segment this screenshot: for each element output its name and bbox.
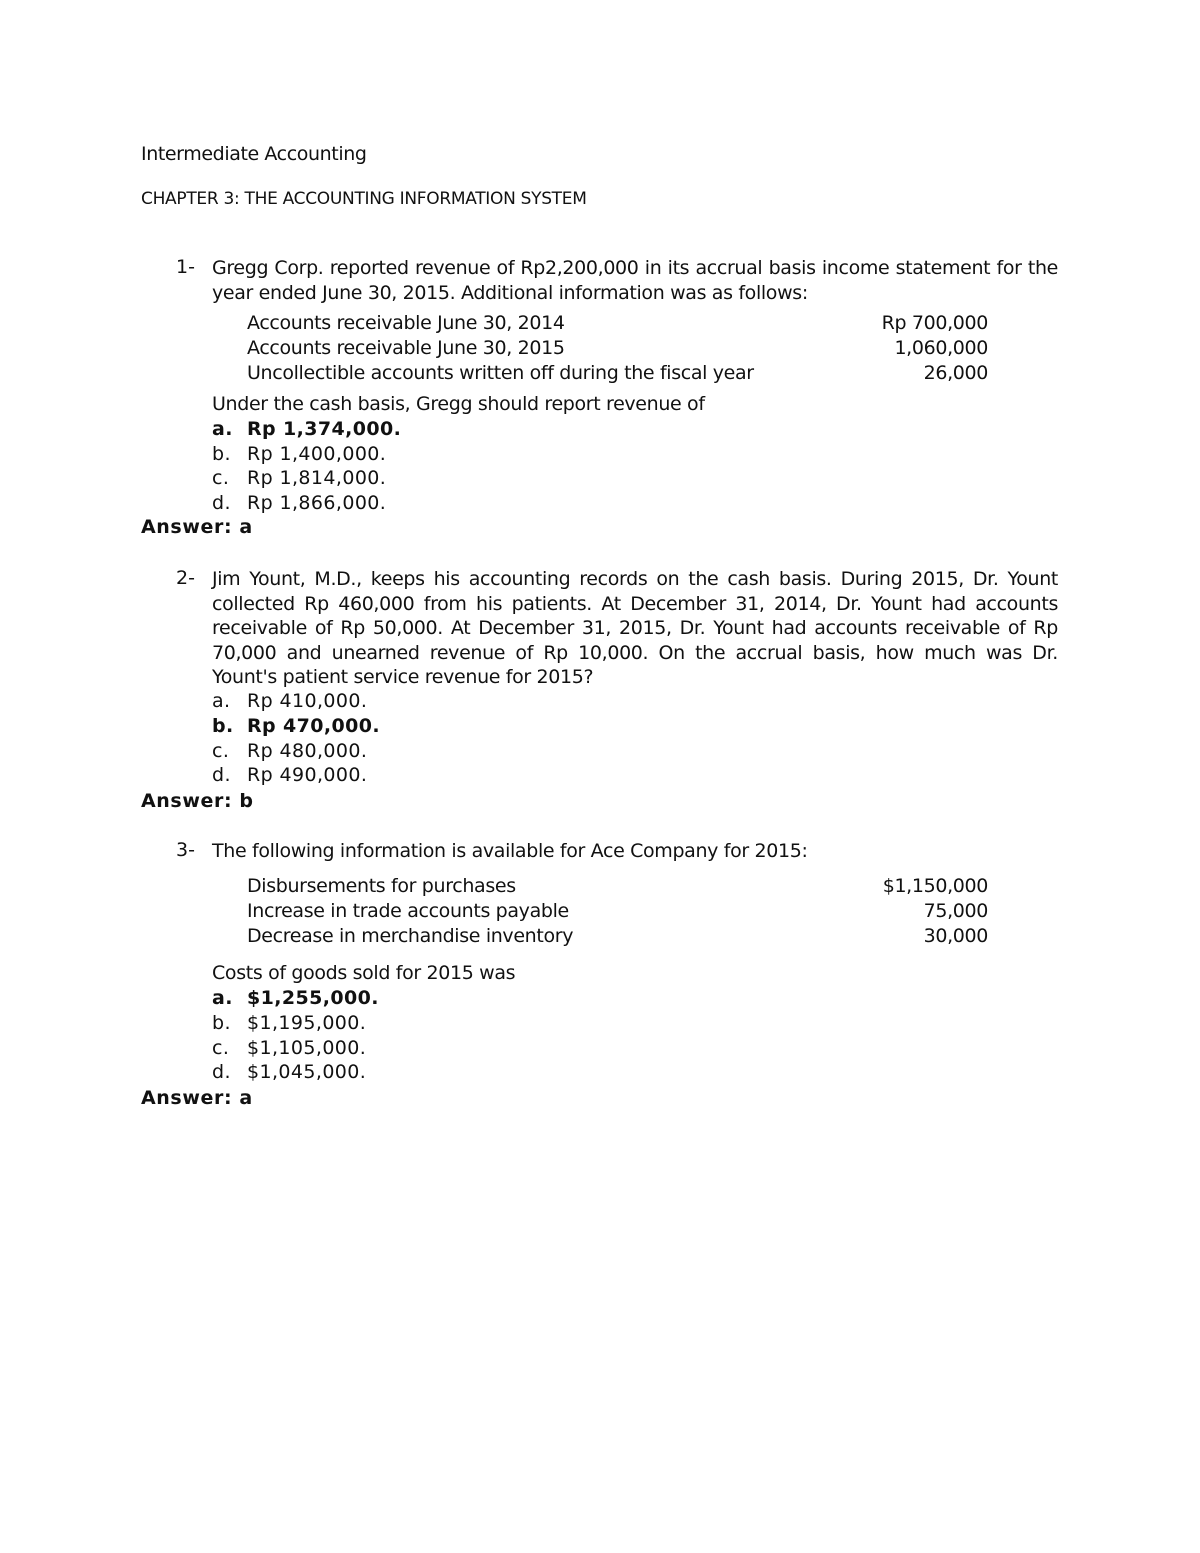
- data-row: [247, 875, 988, 900]
- question-text: The following information is available for Ace Company for 2015:: [212, 840, 808, 862]
- option-text: Rp 1,374,000.: [247, 418, 402, 440]
- data-label: Accounts receivable June 30, 2014: [247, 312, 565, 334]
- answer-option: [212, 690, 367, 712]
- answer-key: Answer: a: [141, 516, 253, 538]
- question-prompt: Under the cash basis, Gregg should report revenue of: [212, 393, 705, 415]
- data-label: Disbursements for purchases: [247, 875, 516, 897]
- answer-option: [212, 1061, 366, 1083]
- option-letter: c.: [212, 467, 230, 489]
- answer-option: [212, 1012, 366, 1034]
- document-title: Intermediate Accounting: [141, 143, 367, 165]
- data-value: 30,000: [923, 925, 988, 947]
- option-text: Rp 1,814,000.: [247, 467, 387, 489]
- answer-option: [212, 715, 380, 737]
- data-value: 26,000: [923, 362, 988, 384]
- answer-option: [212, 418, 401, 440]
- question-number: 2-: [176, 567, 195, 589]
- data-value: 1,060,000: [894, 337, 988, 359]
- answer-option: [212, 443, 386, 465]
- answer-option: [212, 1037, 366, 1059]
- data-label: Increase in trade accounts payable: [247, 900, 569, 922]
- answer-key: Answer: b: [141, 790, 254, 812]
- option-letter: b.: [212, 715, 234, 737]
- option-letter: c.: [212, 740, 230, 762]
- option-letter: b.: [212, 443, 231, 465]
- data-value: Rp 700,000: [881, 312, 988, 334]
- question-number: 1-: [176, 256, 195, 278]
- answer-option: [212, 740, 367, 762]
- option-letter: a.: [212, 418, 233, 440]
- option-text: Rp 1,400,000.: [247, 443, 387, 465]
- question-prompt: Costs of goods sold for 2015 was: [212, 962, 516, 984]
- option-letter: a.: [212, 987, 233, 1009]
- data-label: Uncollectible accounts written off during the fiscal year: [247, 362, 754, 384]
- answer-option: [212, 467, 386, 489]
- option-text: $1,255,000.: [247, 987, 379, 1009]
- data-row: [247, 362, 988, 387]
- answer-key: Answer: a: [141, 1087, 253, 1109]
- option-letter: c.: [212, 1037, 230, 1059]
- option-letter: a.: [212, 690, 231, 712]
- option-text: Rp 480,000.: [247, 740, 368, 762]
- option-letter: b.: [212, 1012, 231, 1034]
- answer-option: [212, 987, 379, 1009]
- option-letter: d.: [212, 1061, 231, 1083]
- data-row: [247, 925, 988, 950]
- option-text: $1,195,000.: [247, 1012, 367, 1034]
- data-label: Accounts receivable June 30, 2015: [247, 337, 565, 359]
- question-text: Jim Yount, M.D., keeps his accounting records on the cash basis. During 2015, Dr. Yount collected Rp 460,000 from his patients. At December 31, 2014, Dr. Yount had accounts receivable of Rp 50,000. At December 31, 2015, Dr. Yount had accounts receivable of Rp 70,000 and unearned revenue of Rp 10,000. On the accrual basis, how much was Dr. Yount's patient service revenue for 2015?: [212, 568, 1058, 689]
- data-row: [247, 312, 988, 337]
- data-value: $1,150,000: [882, 875, 988, 897]
- data-row: [247, 337, 988, 362]
- data-value: 75,000: [923, 900, 988, 922]
- option-letter: d.: [212, 764, 231, 786]
- question-number: 3-: [176, 839, 195, 861]
- answer-option: [212, 764, 367, 786]
- option-text: Rp 410,000.: [247, 690, 368, 712]
- data-label: Decrease in merchandise inventory: [247, 925, 574, 947]
- option-text: Rp 1,866,000.: [247, 492, 387, 514]
- data-row: [247, 900, 988, 925]
- option-text: Rp 490,000.: [247, 764, 368, 786]
- answer-option: [212, 492, 386, 514]
- question-text: Gregg Corp. reported revenue of Rp2,200,000 in its accrual basis income statement for the year ended June 30, 2015. Additional information was as follows:: [212, 257, 1058, 304]
- chapter-heading: CHAPTER 3: THE ACCOUNTING INFORMATION SYSTEM: [141, 189, 587, 209]
- option-text: $1,105,000.: [247, 1037, 367, 1059]
- option-text: $1,045,000.: [247, 1061, 367, 1083]
- option-letter: d.: [212, 492, 231, 514]
- option-text: Rp 470,000.: [247, 715, 381, 737]
